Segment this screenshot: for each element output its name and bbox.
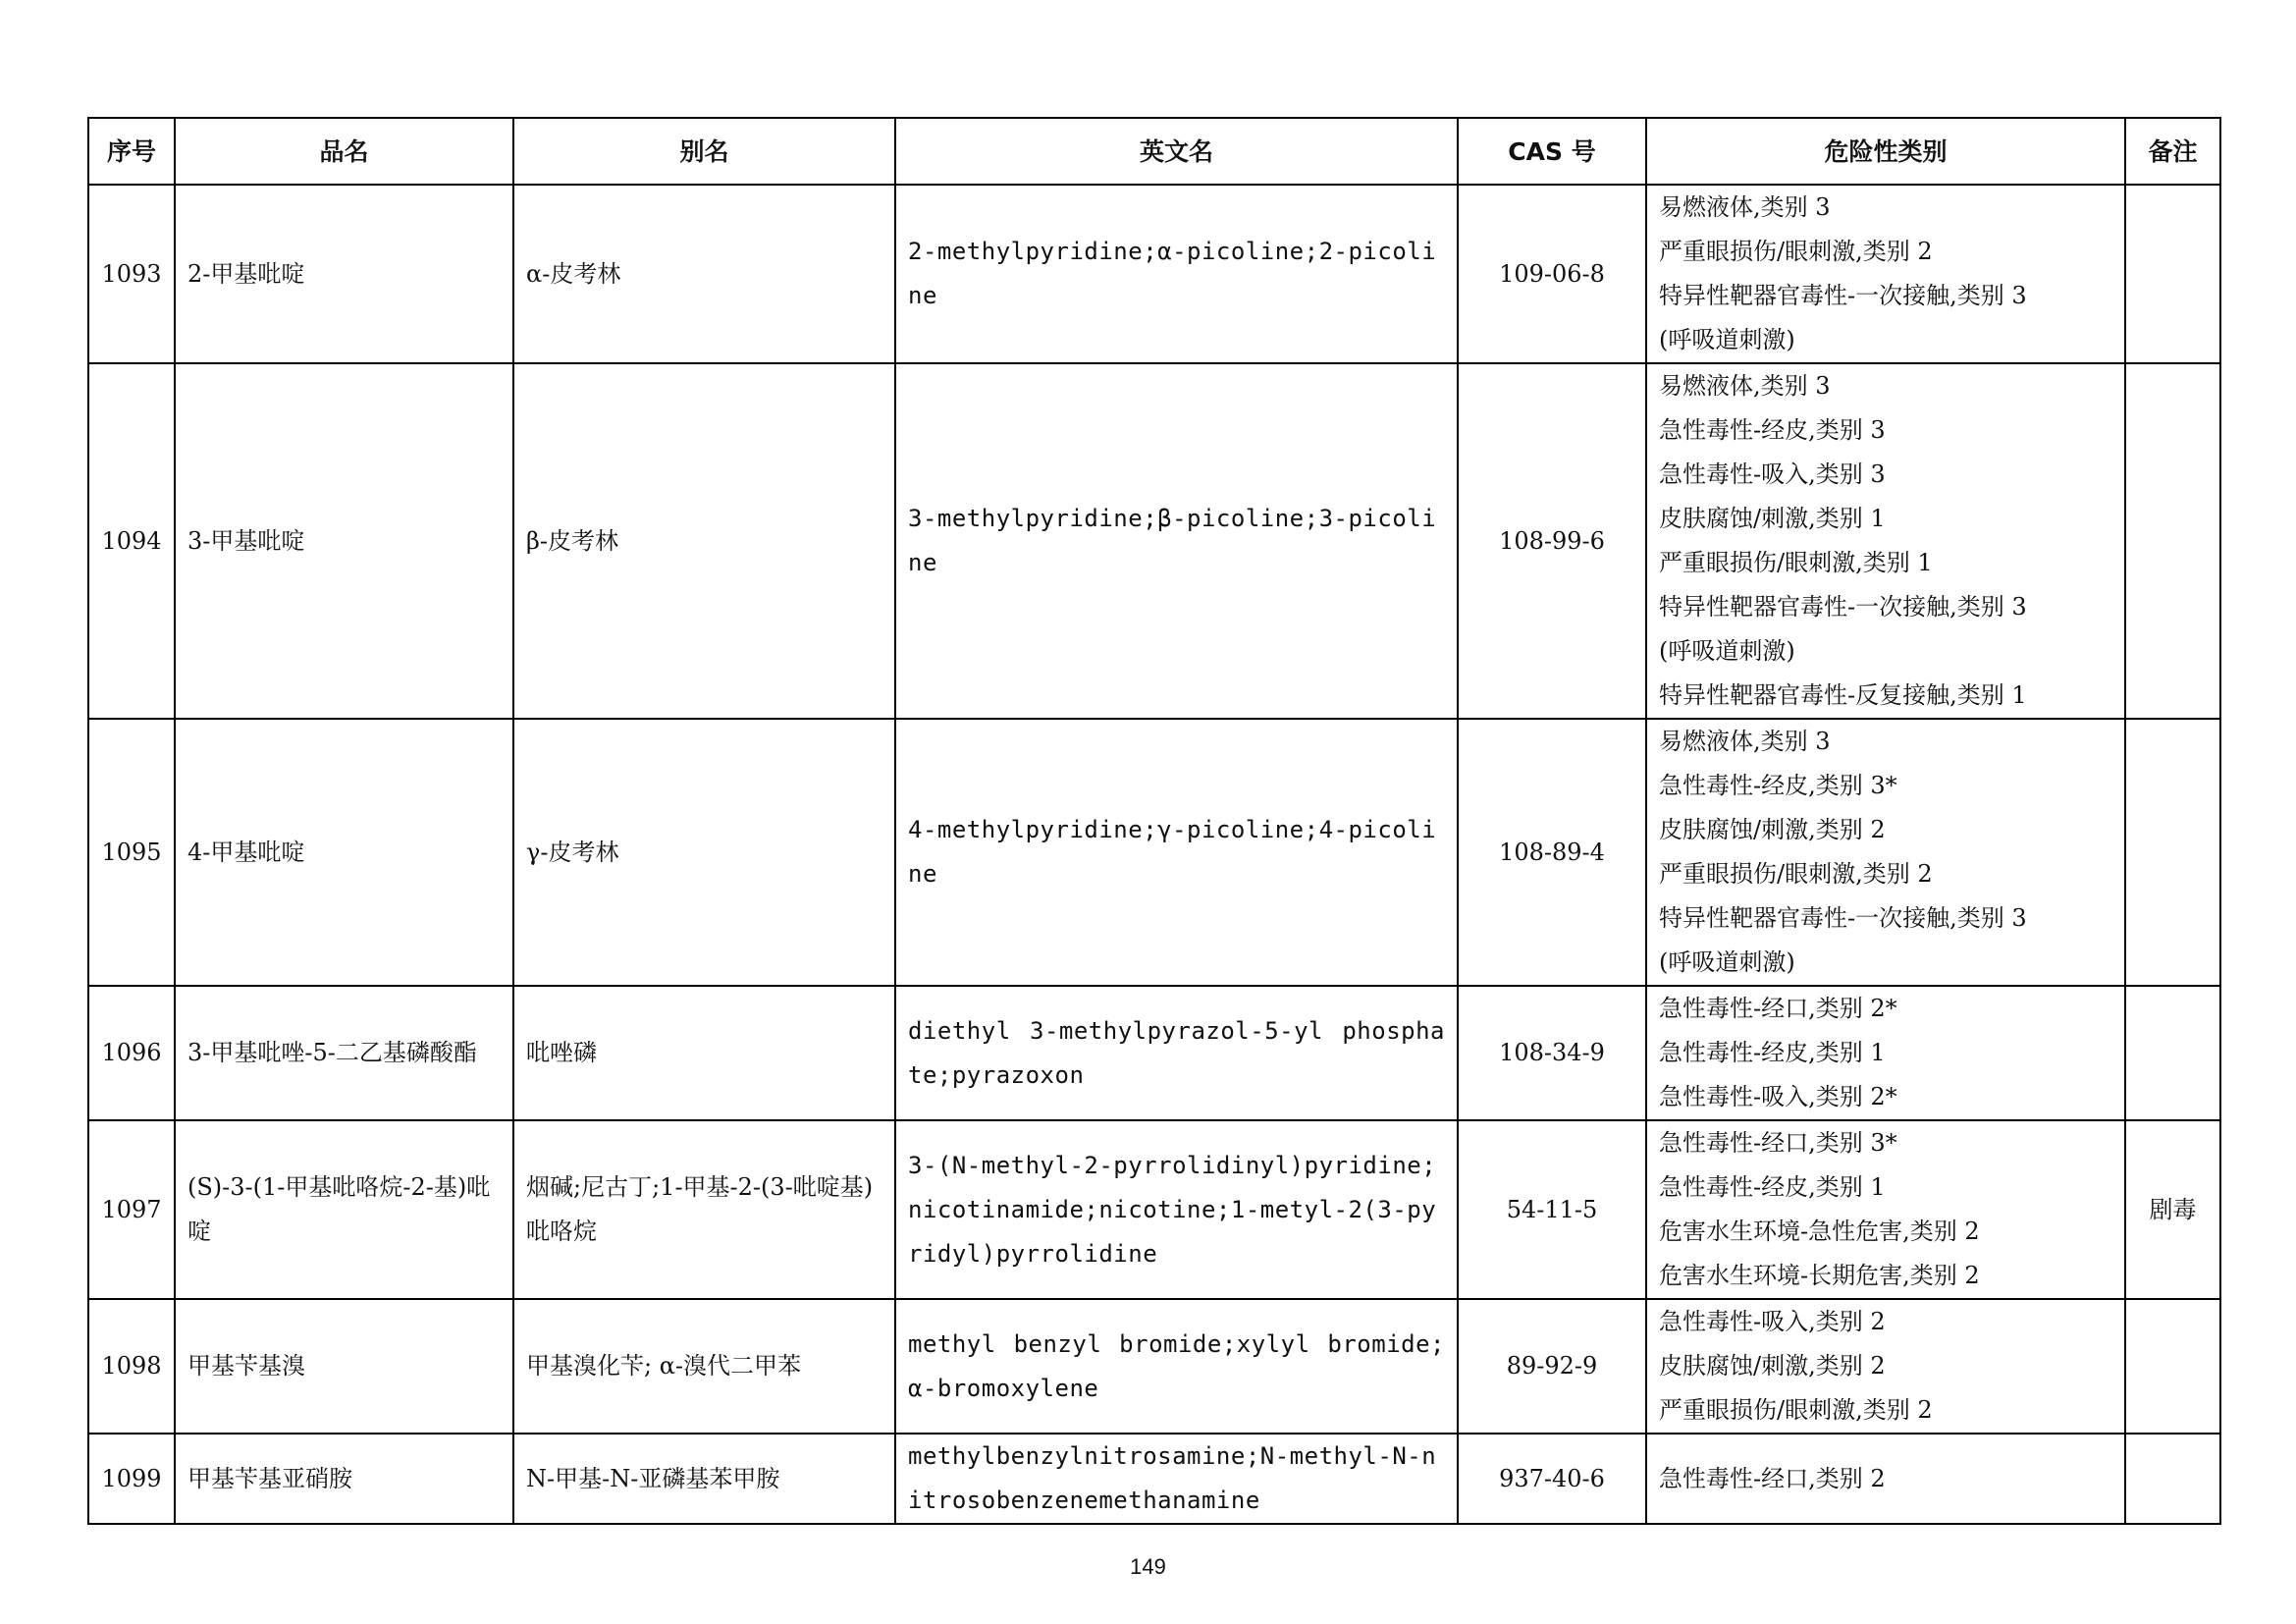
header-english: 英文名 <box>895 118 1458 185</box>
hazard-line: 皮肤腐蚀/刺激,类别 1 <box>1659 505 1886 532</box>
cell-cas: 108-99-6 <box>1458 363 1646 719</box>
cell-seq: 1095 <box>88 719 175 986</box>
cell-name: 3-甲基吡啶 <box>175 363 513 719</box>
cell-seq: 1099 <box>88 1434 175 1524</box>
hazard-line: 急性毒性-经皮,类别 1 <box>1659 1039 1886 1066</box>
header-seq: 序号 <box>88 118 175 185</box>
cell-hazard <box>1646 363 2125 719</box>
hazard-line: 特异性靶器官毒性-一次接触,类别 3 <box>1659 593 2027 621</box>
cell-cas: 108-89-4 <box>1458 719 1646 986</box>
cell-hazard <box>1646 1299 2125 1434</box>
cell-hazard <box>1646 1434 2125 1524</box>
hazard-line: 严重眼损伤/眼刺激,类别 2 <box>1659 860 1933 888</box>
cell-seq: 1097 <box>88 1120 175 1299</box>
cell-english: 3-methylpyridine;β-picoline;3-picoline <box>895 363 1458 719</box>
cell-note <box>2125 719 2220 986</box>
hazard-line: 易燃液体,类别 3 <box>1659 193 1831 221</box>
cell-name: (S)-3-(1-甲基吡咯烷-2-基)吡啶 <box>175 1120 513 1299</box>
hazard-line: 急性毒性-吸入,类别 2* <box>1659 1083 1897 1110</box>
cell-seq: 1093 <box>88 185 175 363</box>
cell-note <box>2125 986 2220 1120</box>
cell-note: 剧毒 <box>2125 1120 2220 1299</box>
hazard-line: (呼吸道刺激) <box>1659 326 1795 353</box>
cell-note <box>2125 363 2220 719</box>
cell-english: 3-(N-methyl-2-pyrrolidinyl)pyridine;nicotinamide;nicotine;1-metyl-2(3-pyridyl)pyrrolidine <box>895 1120 1458 1299</box>
table-row <box>88 1120 2220 1299</box>
cell-alias: β-皮考林 <box>513 363 895 719</box>
hazard-line: 急性毒性-经皮,类别 3* <box>1659 772 1897 799</box>
cell-name: 甲基苄基溴 <box>175 1299 513 1434</box>
hazard-line: 易燃液体,类别 3 <box>1659 728 1831 755</box>
hazard-line: 急性毒性-吸入,类别 3 <box>1659 460 1886 488</box>
cell-hazard <box>1646 719 2125 986</box>
hazard-line: (呼吸道刺激) <box>1659 637 1795 665</box>
cell-seq: 1098 <box>88 1299 175 1434</box>
cell-english: 2-methylpyridine;α-picoline;2-picoline <box>895 185 1458 363</box>
hazard-line: 严重眼损伤/眼刺激,类别 1 <box>1659 549 1933 576</box>
cell-alias: 吡唑磷 <box>513 986 895 1120</box>
cell-cas: 89-92-9 <box>1458 1299 1646 1434</box>
cell-alias: α-皮考林 <box>513 185 895 363</box>
cell-seq: 1096 <box>88 986 175 1120</box>
hazard-line: 危害水生环境-长期危害,类别 2 <box>1659 1262 1980 1289</box>
header-name: 品名 <box>175 118 513 185</box>
header-alias: 别名 <box>513 118 895 185</box>
hazard-line: 危害水生环境-急性危害,类别 2 <box>1659 1218 1980 1245</box>
page-number: 149 <box>1130 1554 1166 1579</box>
table-row <box>88 1434 2220 1524</box>
hazard-line: 急性毒性-吸入,类别 2 <box>1659 1308 1886 1335</box>
cell-alias: γ-皮考林 <box>513 719 895 986</box>
cell-hazard <box>1646 1120 2125 1299</box>
cell-note <box>2125 1434 2220 1524</box>
hazard-line: 皮肤腐蚀/刺激,类别 2 <box>1659 1352 1886 1380</box>
cell-cas: 54-11-5 <box>1458 1120 1646 1299</box>
cell-note <box>2125 185 2220 363</box>
cell-cas: 937-40-6 <box>1458 1434 1646 1524</box>
hazard-line: 严重眼损伤/眼刺激,类别 2 <box>1659 238 1933 265</box>
hazard-line: 特异性靶器官毒性-反复接触,类别 1 <box>1659 681 2027 709</box>
table-row <box>88 986 2220 1120</box>
table-row <box>88 363 2220 719</box>
hazard-line: 急性毒性-经皮,类别 3 <box>1659 416 1886 444</box>
hazard-line: 急性毒性-经口,类别 3* <box>1659 1129 1897 1157</box>
cell-name: 2-甲基吡啶 <box>175 185 513 363</box>
hazard-line: 易燃液体,类别 3 <box>1659 372 1831 400</box>
cell-alias: 甲基溴化苄; α-溴代二甲苯 <box>513 1299 895 1434</box>
cell-english: methylbenzylnitrosamine;N-methyl-N-nitrosobenzenemethanamine <box>895 1434 1458 1524</box>
cell-name: 甲基苄基亚硝胺 <box>175 1434 513 1524</box>
cell-name: 3-甲基吡唑-5-二乙基磷酸酯 <box>175 986 513 1120</box>
table-header-row <box>88 118 2220 185</box>
hazard-line: 特异性靶器官毒性-一次接触,类别 3 <box>1659 282 2027 309</box>
cell-seq: 1094 <box>88 363 175 719</box>
cell-alias: 烟碱;尼古丁;1-甲基-2-(3-吡啶基)吡咯烷 <box>513 1120 895 1299</box>
hazard-line: 皮肤腐蚀/刺激,类别 2 <box>1659 816 1886 843</box>
hazard-line: 特异性靶器官毒性-一次接触,类别 3 <box>1659 904 2027 932</box>
table-row <box>88 719 2220 986</box>
cell-hazard <box>1646 986 2125 1120</box>
hazard-line: 急性毒性-经皮,类别 1 <box>1659 1173 1886 1201</box>
table-row <box>88 185 2220 363</box>
cell-alias: N-甲基-N-亚磷基苯甲胺 <box>513 1434 895 1524</box>
cell-english: methyl benzyl bromide;xylyl bromide;α-bromoxylene <box>895 1299 1458 1434</box>
cell-hazard <box>1646 185 2125 363</box>
table-row <box>88 1299 2220 1434</box>
cell-english: 4-methylpyridine;γ-picoline;4-picoline <box>895 719 1458 986</box>
cell-name: 4-甲基吡啶 <box>175 719 513 986</box>
cell-note <box>2125 1299 2220 1434</box>
header-note: 备注 <box>2125 118 2220 185</box>
cell-cas: 109-06-8 <box>1458 185 1646 363</box>
chemical-table <box>87 117 2221 1525</box>
hazard-line: 严重眼损伤/眼刺激,类别 2 <box>1659 1396 1933 1424</box>
header-hazard: 危险性类别 <box>1646 118 2125 185</box>
cell-english: diethyl 3-methylpyrazol-5-yl phosphate;pyrazoxon <box>895 986 1458 1120</box>
hazard-line: (呼吸道刺激) <box>1659 948 1795 976</box>
header-cas: CAS 号 <box>1458 118 1646 185</box>
hazard-line: 急性毒性-经口,类别 2 <box>1659 1464 1886 1492</box>
cell-cas: 108-34-9 <box>1458 986 1646 1120</box>
hazard-line: 急性毒性-经口,类别 2* <box>1659 995 1897 1022</box>
